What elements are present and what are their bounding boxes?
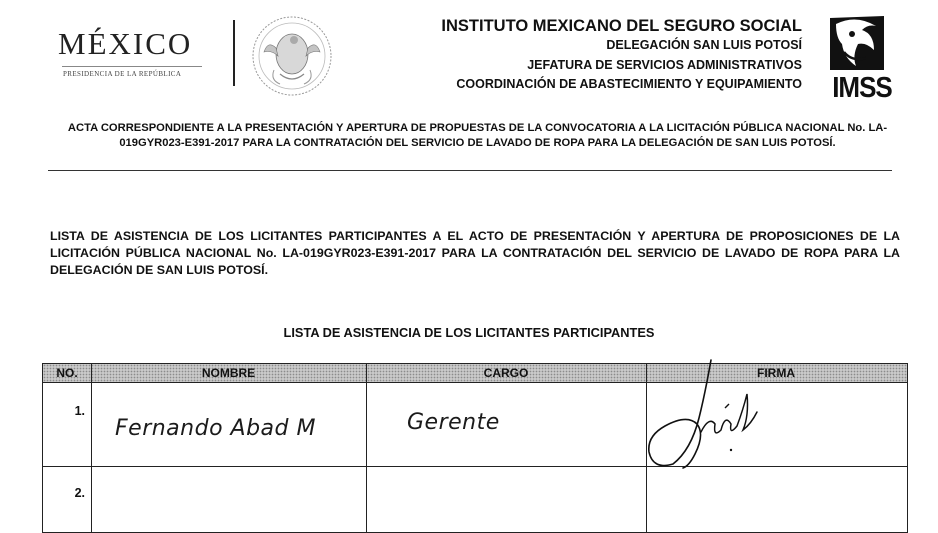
column-header-no: NO.	[56, 366, 78, 380]
imss-eagle-icon	[822, 12, 892, 74]
coat-of-arms-icon	[250, 14, 334, 98]
acta-heading: ACTA CORRESPONDIENTE A LA PRESENTACIÓN Y APERTURA DE PROPUESTAS DE LA CONVOCATORIA A LA LICITACIÓN PÚBLICA NACIONAL No. LA-019GYR023-E391-2017 PARA LA CONTRATACIÓN DEL SERVICIO DE LAVADO DE ROPA PARA LA DELEGACIÓN DE SAN LUIS POTOSÍ.	[67, 122, 888, 149]
column-header-nombre: NOMBRE	[201, 366, 256, 380]
attendance-table	[42, 363, 908, 533]
institute-block	[441, 16, 802, 95]
handwritten-position: Gerente	[407, 410, 500, 435]
row-number: 1.	[74, 404, 85, 418]
handwritten-name: Fernando Abad M	[115, 416, 316, 441]
acta-rule	[48, 170, 892, 171]
column-divider	[366, 364, 367, 532]
department-line: JEFATURA DE SERVICIOS ADMINISTRATIVOS	[527, 57, 802, 72]
attendance-title: LISTA DE ASISTENCIA DE LOS LICITANTES PARTICIPANTES	[283, 325, 655, 340]
coordination-line: COORDINACIÓN DE ABASTECIMIENTO Y EQUIPAMIENTO	[456, 77, 802, 91]
table-header	[43, 364, 907, 383]
column-header-firma: FIRMA	[757, 366, 795, 380]
row-number: 2.	[74, 486, 85, 500]
wordmark-rule	[62, 66, 202, 67]
delegation-line: DELEGACIÓN SAN LUIS POTOSÍ	[606, 38, 802, 52]
row-divider	[43, 466, 907, 467]
column-divider	[91, 364, 92, 532]
imss-logo-text: IMSS	[832, 70, 892, 104]
header-divider	[233, 20, 235, 86]
presidency-caption: PRESIDENCIA DE LA REPÚBLICA	[63, 70, 182, 78]
signature-mark	[639, 354, 769, 474]
column-header-cargo: CARGO	[483, 366, 529, 380]
imss-logo	[822, 12, 892, 104]
attendance-paragraph: LISTA DE ASISTENCIA DE LOS LICITANTES PARTICIPANTES A EL ACTO DE PRESENTACIÓN Y APERTURA DE PROPOSICIONES DE LA LICITACIÓN PÚBLICA NACIONAL No. LA-019GYR023-E391-2017 PARA LA CONTRATACIÓN DEL SERVICIO DE LAVADO DE ROPA PARA LA DELEGACIÓN DE SAN LUIS POTOSÍ.	[50, 229, 900, 277]
institute-name: INSTITUTO MEXICANO DEL SEGURO SOCIAL	[441, 17, 802, 35]
mexico-wordmark: MÉXICO	[58, 26, 193, 61]
